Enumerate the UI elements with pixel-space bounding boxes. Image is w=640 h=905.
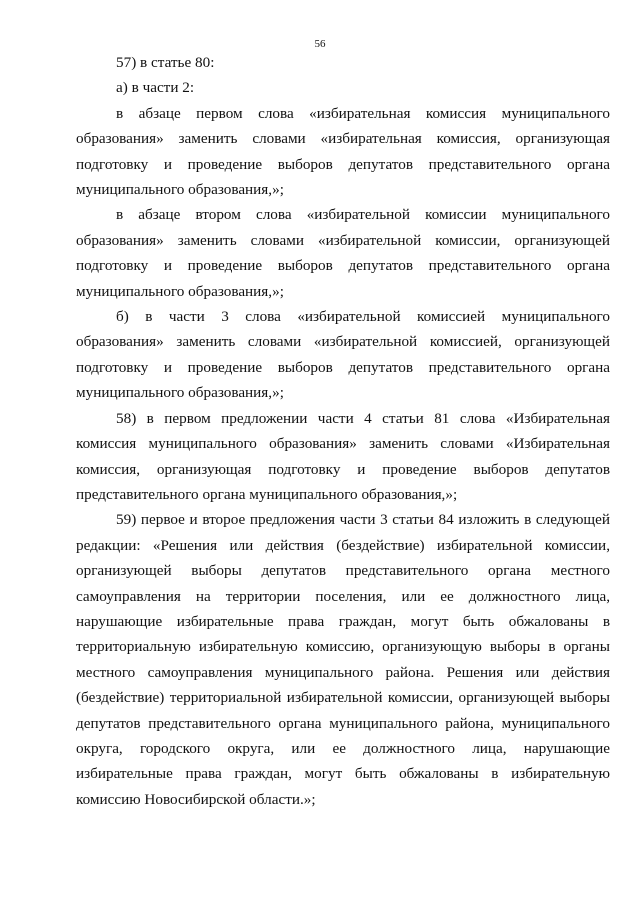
paragraph-item-58: 58) в первом предложении части 4 статьи 81 слова «Избирательная комиссия муниципального образования» заменить словами «Избирательная комиссия, организующая подготовку и проведение выборов депутатов представительного органа муниципального образования,»;: [76, 409, 610, 503]
paragraph-abzac-second: в абзаце втором слова «избирательной комиссии муниципального образования» заменить словами «избирательной комиссии, организующей подготовку и проведение выборов депутатов представительного органа муниципального образования,»;: [76, 206, 610, 300]
page-number: 56: [314, 38, 326, 50]
paragraph-abzac-first: в абзаце первом слова «избирательная комиссия муниципального образования» заменить словами «избирательная комиссия, организующая подготовку и проведение выборов депутатов представительного органа муниципального образования,»;: [76, 104, 610, 199]
paragraph-item-57: 57) в статье 80:: [116, 54, 215, 71]
paragraph-subitem-a: а) в части 2:: [116, 79, 195, 97]
document-body: [76, 50, 610, 812]
paragraph-subitem-b: б) в части 3 слова «избирательной комиссией муниципального образования» заменить словами «избирательной комиссией, организующей подготовку и проведение выборов депутатов представительного органа муниципального образования,»;: [76, 308, 610, 402]
paragraph-item-59: 59) первое и второе предложения части 3 статьи 84 изложить в следующей редакции: «Решения или действия (бездействие) избирательной комиссии, организующей выборы депутатов представительного органа местного самоуправления на территории поселения, или ее должностного лица, нарушающие избирательные права граждан, могут быть обжалованы в территориальную избирательную комиссию, организующую выборы в органы местного самоуправления муниципального района. Решения или действия (бездействие) территориальной избирательной комиссии, организующей выборы депутатов представительного органа муниципального района, муниципального округа, городского округа, или ее должностного лица, нарушающие избирательные права граждан, могут быть обжалованы в избирательную комиссию Новосибирской области.»;: [76, 511, 610, 808]
